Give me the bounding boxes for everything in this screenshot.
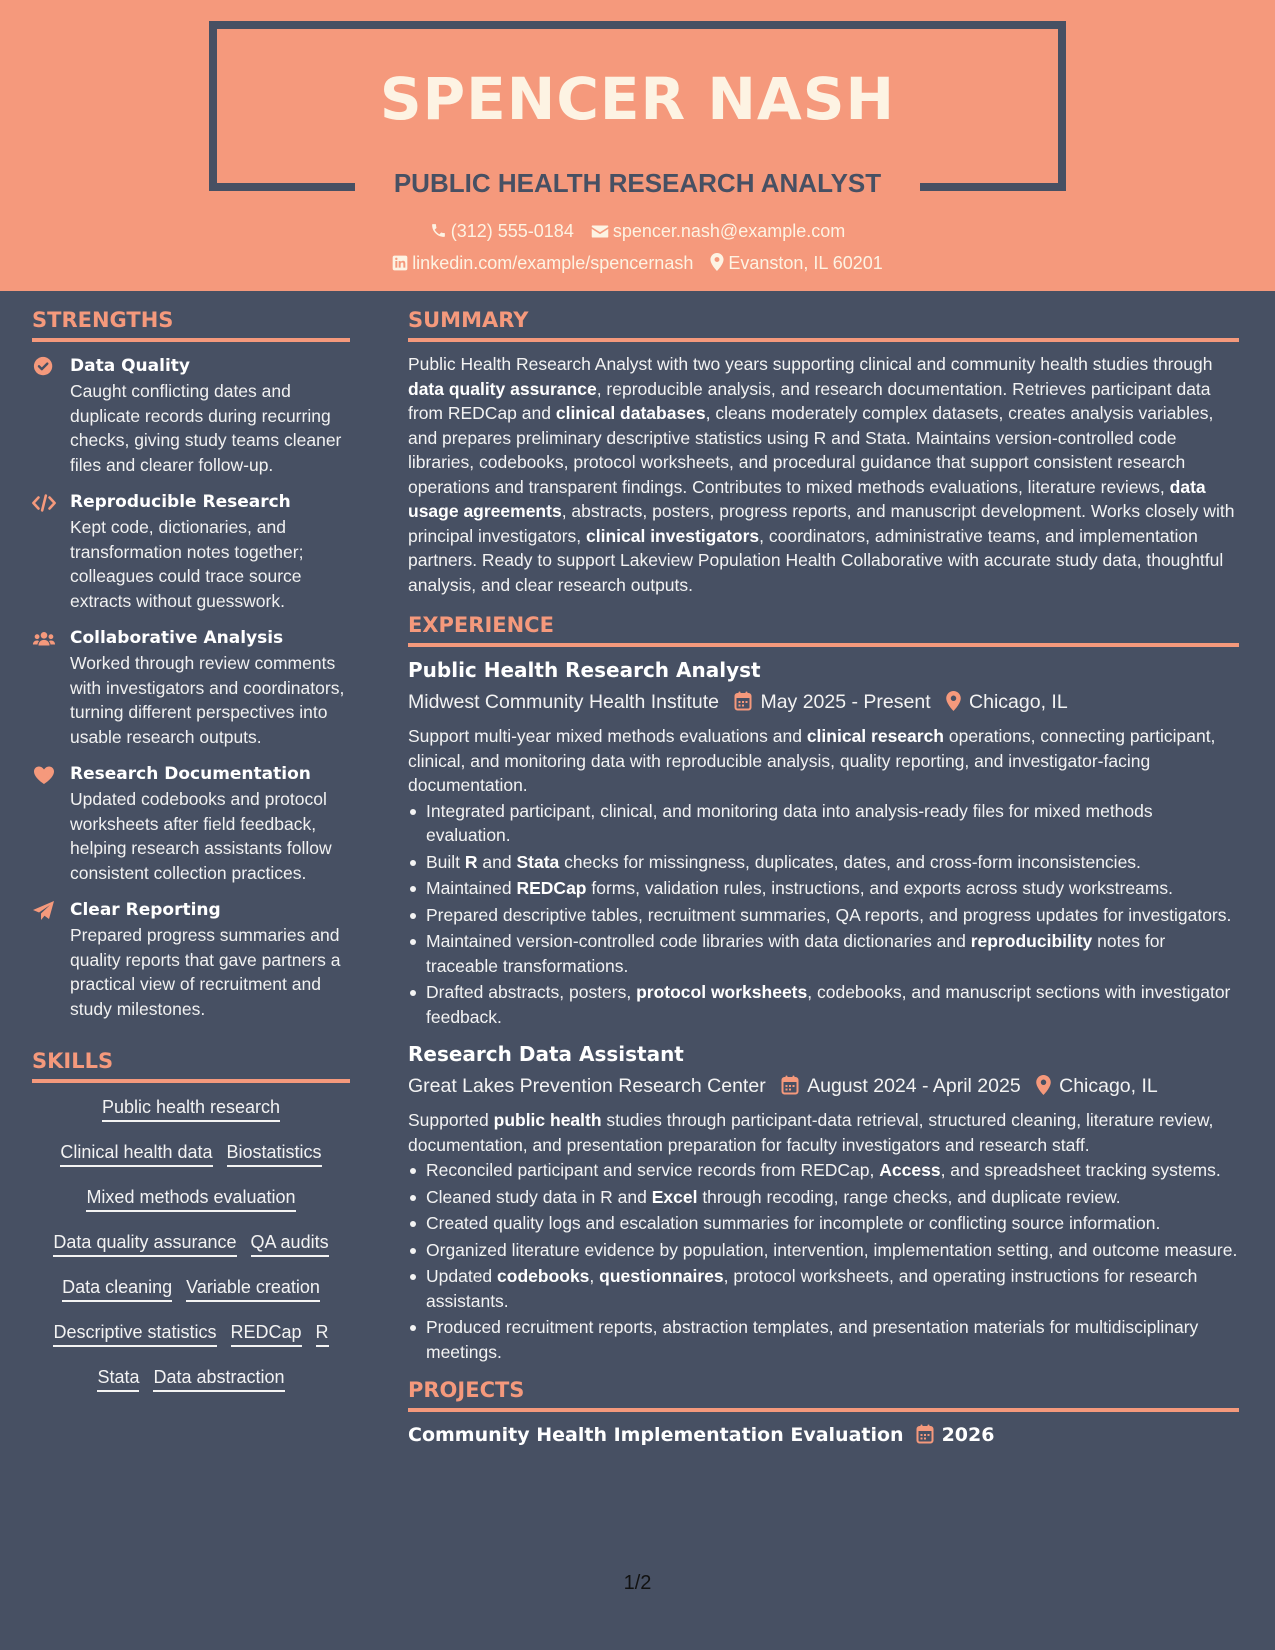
calendar-icon bbox=[781, 1075, 799, 1095]
contact-email[interactable] bbox=[591, 218, 845, 244]
job-dates-wrap bbox=[781, 1070, 1021, 1102]
skill-tag: Descriptive statistics bbox=[53, 1320, 216, 1347]
skill-tag: Data abstraction bbox=[153, 1365, 284, 1392]
phone-text: (312) 555-0184 bbox=[450, 221, 574, 241]
map-pin-icon bbox=[946, 691, 961, 711]
job-bullets bbox=[408, 799, 1239, 1030]
job-entry bbox=[408, 655, 1239, 1029]
text-run: Maintained bbox=[426, 878, 517, 898]
email-text: spencer.nash@example.com bbox=[612, 221, 846, 241]
summary-text bbox=[408, 352, 1239, 597]
phone-icon bbox=[430, 222, 447, 239]
job-meta bbox=[408, 686, 1239, 718]
job-meta bbox=[408, 1070, 1239, 1102]
bullet-item bbox=[408, 1185, 1239, 1210]
users-icon bbox=[32, 628, 56, 650]
strength-item bbox=[32, 762, 350, 885]
text-run: , coordinators, administrative teams, and implementation partners. Ready to support Lakeview Population Health Collaborative with accurate study data, thoughtful analysis, and clear research outputs. bbox=[408, 525, 1224, 595]
skill-row bbox=[32, 1230, 350, 1275]
skill-row bbox=[32, 1320, 350, 1365]
bullet-item bbox=[408, 903, 1239, 928]
bullet-item bbox=[408, 1264, 1239, 1313]
code-icon bbox=[32, 492, 56, 514]
bullet-item bbox=[408, 929, 1239, 978]
projects-heading: PROJECTS bbox=[408, 1376, 1239, 1412]
bold-keyword: public health bbox=[493, 1110, 602, 1130]
skill-tag: Data quality assurance bbox=[53, 1230, 236, 1257]
contact-row-2 bbox=[0, 250, 1275, 276]
job-dates: May 2025 - Present bbox=[760, 691, 931, 713]
text-run: Public Health Research Analyst with two years supporting clinical and community health studies through bbox=[408, 354, 1213, 374]
bullet-item bbox=[408, 799, 1239, 848]
resume-header bbox=[0, 0, 1275, 291]
linkedin-text: linkedin.com/example/spencernash bbox=[412, 253, 694, 273]
strength-item bbox=[32, 626, 350, 749]
linkedin-icon bbox=[392, 255, 408, 271]
text-run: studies through participant-data retrieval, structured cleaning, literature review, documentation, and presentation preparation for faculty investigators and research staff. bbox=[408, 1110, 1214, 1155]
text-run: , codebooks, and manuscript sections with investigator feedback. bbox=[426, 982, 1231, 1027]
text-run: forms, validation rules, instructions, and exports across study workstreams. bbox=[586, 878, 1173, 898]
strength-title: Reproducible Research bbox=[70, 492, 291, 512]
calendar-icon bbox=[916, 1424, 934, 1444]
skill-tag: QA audits bbox=[251, 1230, 329, 1257]
strength-desc: Worked through review comments with investigators and coordinators, turning different perspectives into usable research outputs. bbox=[70, 653, 345, 747]
job-description bbox=[408, 1108, 1239, 1157]
text-run: Built bbox=[426, 851, 465, 872]
strength-desc: Updated codebooks and protocol worksheets after field feedback, helping research assistants follow consistent collection practices. bbox=[70, 789, 332, 883]
project-entry bbox=[408, 1421, 1239, 1449]
skill-tag: R bbox=[316, 1320, 329, 1347]
bold-keyword: questionnaires bbox=[599, 1266, 724, 1286]
job-entry bbox=[408, 1039, 1239, 1364]
bullet-item bbox=[408, 876, 1239, 901]
skill-row bbox=[32, 1095, 350, 1140]
text-run: Prepared descriptive tables, recruitment summaries, QA reports, and progress updates for investigators. bbox=[426, 904, 1232, 925]
calendar-icon bbox=[734, 691, 752, 711]
check-circle-icon bbox=[32, 356, 56, 378]
project-year: 2026 bbox=[941, 1424, 995, 1446]
strength-title: Data Quality bbox=[70, 356, 190, 376]
skill-tag: Biostatistics bbox=[227, 1140, 322, 1167]
bold-keyword: clinical research bbox=[806, 726, 944, 746]
bold-keyword: clinical investigators bbox=[586, 525, 760, 546]
paper-plane-icon bbox=[32, 900, 56, 922]
strength-desc: Prepared progress summaries and quality reports that gave partners a practical view of recruitment and study milestones. bbox=[70, 925, 341, 1019]
skill-tag: Stata bbox=[97, 1365, 139, 1392]
text-run: , and spreadsheet tracking systems. bbox=[940, 1160, 1221, 1180]
project-title: Community Health Implementation Evaluation bbox=[408, 1424, 904, 1446]
bold-keyword: data usage agreements bbox=[408, 476, 1206, 521]
strength-title: Research Documentation bbox=[70, 764, 311, 784]
strength-desc: Caught conflicting dates and duplicate records during recurring checks, giving study teams cleaner files and clearer follow-up. bbox=[70, 381, 342, 475]
contact-linkedin[interactable] bbox=[392, 250, 693, 276]
map-pin-icon bbox=[710, 253, 724, 271]
text-run: checks for missingness, duplicates, dates, and cross-form inconsistencies. bbox=[559, 851, 1141, 872]
job-location: Chicago, IL bbox=[969, 691, 1068, 713]
summary-heading: SUMMARY bbox=[408, 306, 1239, 342]
bold-keyword: clinical databases bbox=[555, 403, 706, 423]
skill-row bbox=[32, 1275, 350, 1320]
bold-keyword: REDCap bbox=[516, 878, 587, 898]
skill-tag: Data cleaning bbox=[62, 1275, 172, 1302]
strengths-heading: STRENGTHS bbox=[32, 306, 350, 342]
skills-list bbox=[32, 1095, 350, 1410]
bold-keyword: protocol worksheets bbox=[636, 982, 808, 1002]
bold-keyword: Stata bbox=[516, 851, 560, 872]
skill-tag: REDCap bbox=[231, 1320, 302, 1347]
contact-phone[interactable] bbox=[430, 218, 574, 244]
strengths-list bbox=[32, 354, 350, 1021]
job-company: Midwest Community Health Institute bbox=[408, 691, 720, 713]
text-run: operations, connecting participant, clinical, and monitoring data with reproducible analysis, quality reporting, and investigator-facing documentation. bbox=[408, 726, 1216, 795]
bullet-item bbox=[408, 1211, 1239, 1236]
bullet-item bbox=[408, 850, 1239, 875]
text-run: , cleans moderately complex datasets, creates analysis variables, and prepares preliminary descriptive statistics using R and Stata. Maintains version-controlled code libraries, codebooks, protocol worksheets, and procedural guidance that support consistent research operations and transparent findings. Contributes to mixed methods evaluations, literature reviews, bbox=[408, 403, 1214, 497]
job-location-wrap bbox=[1036, 1070, 1158, 1102]
text-run: and bbox=[477, 851, 517, 872]
envelope-icon bbox=[591, 224, 609, 239]
strength-desc: Kept code, dictionaries, and transformation notes together; colleagues could trace source extracts without guesswork. bbox=[70, 517, 304, 611]
text-run: Reconciled participant and service records from REDCap, bbox=[426, 1160, 880, 1180]
text-run: , reproducible analysis, and research documentation. Retrieves participant data from REDCap and bbox=[408, 378, 1211, 423]
text-run: Drafted abstracts, posters, bbox=[426, 982, 637, 1002]
strength-title: Collaborative Analysis bbox=[70, 628, 284, 648]
bold-keyword: Access bbox=[879, 1160, 941, 1180]
skill-tag: Mixed methods evaluation bbox=[86, 1185, 295, 1212]
right-column bbox=[408, 306, 1239, 1449]
job-role: Research Data Assistant bbox=[408, 1042, 684, 1066]
skill-tag: Variable creation bbox=[186, 1275, 320, 1302]
strength-item bbox=[32, 898, 350, 1021]
job-description bbox=[408, 724, 1239, 798]
text-run: Cleaned study data in R and bbox=[426, 1186, 652, 1207]
skill-tag: Public health research bbox=[102, 1095, 280, 1122]
job-bullets bbox=[408, 1158, 1239, 1364]
job-location-wrap bbox=[946, 686, 1068, 718]
text-run: Created quality logs and escalation summaries for incomplete or conflicting source information. bbox=[426, 1213, 1161, 1233]
bold-keyword: R bbox=[464, 851, 478, 872]
page-number: 1/2 bbox=[623, 1572, 652, 1594]
skill-row bbox=[32, 1140, 350, 1185]
bold-keyword: data quality assurance bbox=[408, 378, 597, 399]
bullet-item bbox=[408, 1238, 1239, 1263]
job-role: Public Health Research Analyst bbox=[408, 658, 761, 682]
skill-row bbox=[32, 1365, 350, 1410]
bold-keyword: reproducibility bbox=[970, 931, 1093, 951]
job-dates-wrap bbox=[734, 686, 930, 718]
skill-tag: Clinical health data bbox=[60, 1140, 212, 1167]
text-run: through recoding, range checks, and duplicate review. bbox=[697, 1186, 1121, 1207]
text-run: , abstracts, posters, progress reports, and manuscript development. Works closely with principal investigators, bbox=[408, 501, 1235, 546]
candidate-title: PUBLIC HEALTH RESEARCH ANALYST bbox=[393, 168, 882, 198]
candidate-name: SPENCER NASH bbox=[379, 65, 896, 133]
text-run: Produced recruitment reports, abstraction templates, and presentation materials for multidisciplinary meetings. bbox=[426, 1317, 1199, 1362]
skill-row bbox=[32, 1185, 350, 1230]
contact-location bbox=[710, 250, 882, 276]
job-company: Great Lakes Prevention Research Center bbox=[408, 1075, 766, 1097]
heart-icon bbox=[32, 764, 56, 786]
text-run: Maintained version-controlled code libraries with data dictionaries and bbox=[426, 931, 971, 951]
bold-keyword: Excel bbox=[651, 1186, 698, 1207]
text-run: Support multi-year mixed methods evaluations and bbox=[408, 726, 807, 746]
experience-heading: EXPERIENCE bbox=[408, 611, 1239, 647]
contact-row-1 bbox=[0, 218, 1275, 244]
job-dates: August 2024 - April 2025 bbox=[807, 1075, 1021, 1097]
text-run: , bbox=[589, 1266, 600, 1286]
text-run: notes for traceable transformations. bbox=[426, 931, 1166, 976]
strength-title: Clear Reporting bbox=[70, 900, 221, 920]
bold-keyword: codebooks bbox=[497, 1266, 590, 1286]
job-location: Chicago, IL bbox=[1059, 1075, 1158, 1097]
strength-item bbox=[32, 354, 350, 477]
left-column bbox=[32, 306, 350, 1410]
text-run: Organized literature evidence by population, intervention, implementation setting, and outcome measure. bbox=[426, 1239, 1238, 1260]
location-text: Evanston, IL 60201 bbox=[728, 253, 883, 273]
bullet-item bbox=[408, 1315, 1239, 1364]
text-run: Supported bbox=[408, 1110, 494, 1130]
text-run: Updated bbox=[426, 1266, 498, 1286]
text-run: Integrated participant, clinical, and monitoring data into analysis-ready files for mixed methods evaluation. bbox=[426, 800, 1153, 845]
text-run: , protocol worksheets, and operating instructions for research assistants. bbox=[426, 1266, 1198, 1311]
strength-item bbox=[32, 490, 350, 613]
bullet-item bbox=[408, 1158, 1239, 1183]
map-pin-icon bbox=[1036, 1075, 1051, 1095]
bullet-item bbox=[408, 980, 1239, 1029]
skills-heading: SKILLS bbox=[32, 1047, 350, 1083]
